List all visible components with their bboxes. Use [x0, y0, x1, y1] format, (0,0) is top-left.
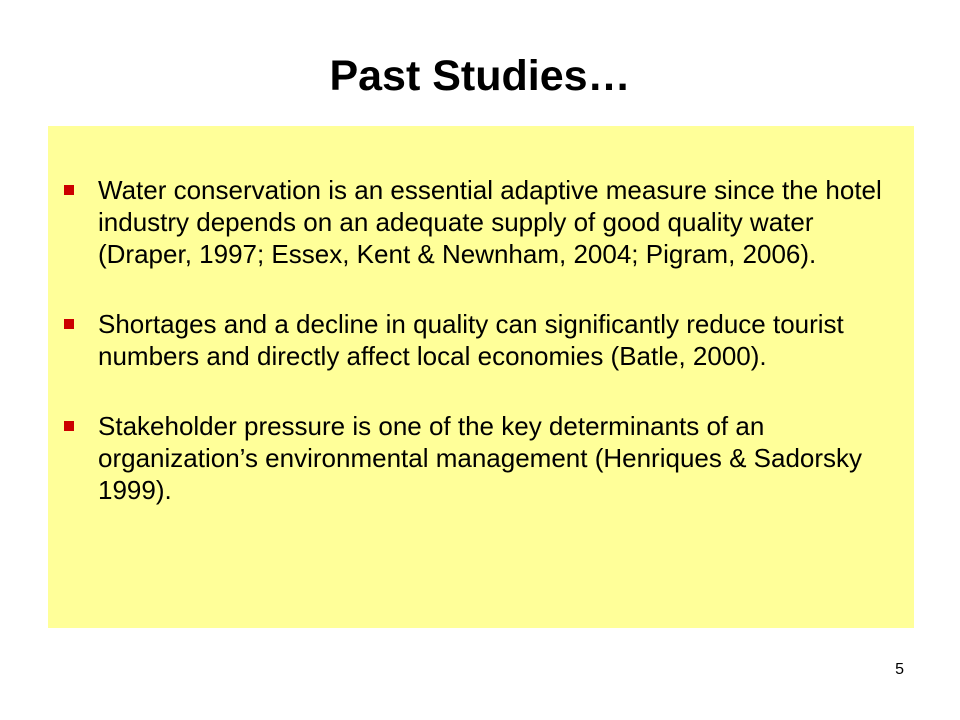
content-box [48, 126, 914, 628]
bullet-item [64, 174, 896, 270]
bullet-item [64, 308, 896, 372]
square-bullet-icon [64, 319, 74, 329]
square-bullet-icon [64, 185, 74, 195]
page-number: 5 [895, 661, 904, 678]
bullet-text: Shortages and a decline in quality can significantly reduce tourist numbers and directly affect local economies (Batle, 2000). [98, 309, 844, 371]
square-bullet-icon [64, 421, 74, 431]
bullet-text: Water conservation is an essential adaptive measure since the hotel industry depends on an adequate supply of good quality water (Draper, 1997; Essex, Kent & Newnham, 2004; Pigram, 2006). [98, 175, 882, 269]
bullet-text: Stakeholder pressure is one of the key determinants of an organization’s environmental management (Henriques & Sadorsky 1999). [98, 411, 863, 505]
bullet-item [64, 410, 896, 506]
bullet-list [64, 174, 896, 506]
slide-title: Past Studies… [329, 52, 631, 100]
